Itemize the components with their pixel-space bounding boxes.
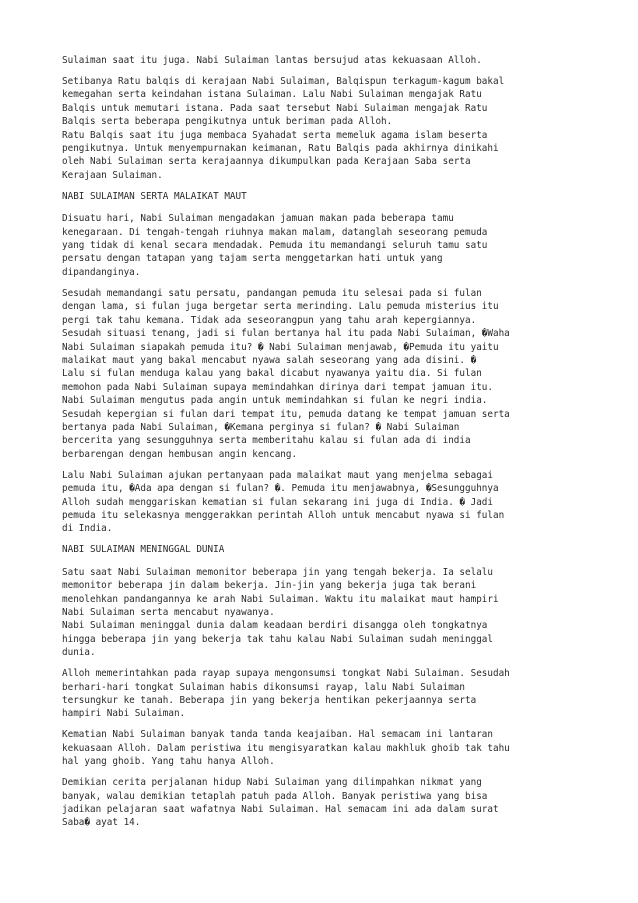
- text-line: Lalu Nabi Sulaiman ajukan pertanyaan pada malaikat maut yang menjelma sebagai: [62, 469, 493, 481]
- text-line: Saba� ayat 14.: [62, 817, 141, 829]
- text-line: dunia.: [62, 647, 96, 659]
- text-line: jadikan pelajaran saat wafatnya Nabi Sulaiman. Hal semacam ini ada dalam surat: [62, 804, 499, 816]
- text-line: Sesudah kepergian si fulan dari tempat itu, pemuda datang ke tempat jamuan serta: [62, 408, 510, 420]
- paragraph: [62, 469, 598, 536]
- text-line: dipandanginya.: [62, 266, 141, 278]
- text-line: hingga beberapa jin yang bekerja tak tahu kalau Nabi Sulaiman sudah meninggal: [62, 633, 493, 645]
- text-line: Satu saat Nabi Sulaiman memonitor beberapa jin yang tengah bekerja. Ia selalu: [62, 566, 493, 578]
- text-line: banyak, walau demikian tetaplah patuh pada Alloh. Banyak peristiwa yang bisa: [62, 790, 488, 802]
- text-line: Alloh memerintahkan pada rayap supaya mengonsumsi tongkat Nabi Sulaiman. Sesudah: [62, 668, 510, 680]
- text-line: pemuda itu, �Ada apa dengan si fulan? �. Pemuda itu menjawabnya, �Sesungguhnya: [62, 483, 499, 495]
- paragraph: [62, 54, 598, 67]
- text-line: Nabi Sulaiman serta mencabut nyawanya.: [62, 607, 275, 618]
- text-line: Kerajaan Sulaiman.: [62, 169, 163, 181]
- section-heading: [62, 190, 598, 203]
- text-line: Disuatu hari, Nabi Sulaiman mengadakan jamuan makan pada beberapa tamu: [62, 213, 454, 225]
- paragraph: [62, 212, 598, 279]
- text-line: tersungkur ke tanah. Beberapa jin yang bekerja hentikan pekerjaannya serta: [62, 695, 477, 707]
- text-line: Setibanya Ratu balqis di kerajaan Nabi Sulaiman, Balqispun terkagum-kagum bakal: [62, 76, 505, 87]
- text-line: Lalu si fulan menduga kalau yang bakal dicabut nyawanya yaitu dia. Si fulan: [62, 368, 482, 380]
- text-line: memonitor beberapa jin dalam bekerja. Jin-jin yang bekerja juga tak berani: [62, 580, 477, 592]
- text-line: Demikian cerita perjalanan hidup Nabi Sulaiman yang dilimpahkan nikmat yang: [62, 777, 482, 789]
- text-line: kekuasaan Alloh. Dalam peristiwa itu mengisyaratkan kalau makhluk ghoib tak tahu: [62, 742, 510, 754]
- text-line: Balqis serta beberapa pengikutnya untuk beriman pada Alloh.: [62, 116, 393, 128]
- paragraph: [62, 566, 598, 660]
- paragraph: [62, 728, 598, 768]
- text-line: pemuda itu selekasnya menggerakkan perintah Alloh untuk mencabut nyawa si fulan: [62, 509, 505, 521]
- text-line: Nabi Sulaiman siapakah pemuda itu? � Nabi Sulaiman menjawab, �Pemuda itu yaitu: [62, 341, 499, 353]
- text-line: NABI SULAIMAN MENINGGAL DUNIA: [62, 544, 225, 556]
- text-line: oleh Nabi Sulaiman serta kerajaannya dikumpulkan pada Kerajaan Saba serta: [62, 156, 471, 168]
- text-line: yang tidak di kenal secara mendadak. Pemuda itu memandangi seluruh tamu satu: [62, 240, 488, 252]
- text-line: NABI SULAIMAN SERTA MALAIKAT MAUT: [62, 190, 247, 202]
- text-line: bertanya pada Nabi Sulaiman, �Kemana perginya si fulan? � Nabi Sulaiman: [62, 421, 460, 433]
- text-line: kenegaraan. Di tengah-tengah riuhnya makan malam, datanglah seseorang pemuda: [62, 226, 488, 238]
- text-line: pengikutnya. Untuk menyempurnakan keimanan, Ratu Balqis pada akhirnya dinikahi: [62, 143, 499, 155]
- text-line: Balqis untuk memutari istana. Pada saat tersebut Nabi Sulaiman mengajak Ratu: [62, 102, 488, 114]
- paragraph: [62, 667, 598, 721]
- text-line: persatu dengan tatapan yang tajam serta menggetarkan hati untuk yang: [62, 253, 443, 265]
- text-line: hampiri Nabi Sulaiman.: [62, 708, 186, 720]
- text-line: menolehkan pandangannya ke arah Nabi Sulaiman. Waktu itu malaikat maut hampiri: [62, 593, 499, 605]
- text-line: Alloh sudah menggariskan kematian si fulan sekarang ini juga di India. � Jadi: [62, 496, 493, 508]
- text-line: Nabi Sulaiman meninggal dunia dalam keadaan berdiri disangga oleh tongkatnya: [62, 620, 488, 632]
- paragraph: [62, 75, 598, 182]
- text-line: bercerita yang sesungguhnya serta memberitahu kalau si fulan ada di india: [62, 435, 471, 447]
- text-line: Kematian Nabi Sulaiman banyak tanda tanda keajaiban. Hal semacam ini lantaran: [62, 729, 493, 741]
- text-line: Ratu Balqis saat itu juga membaca Syahadat serta memeluk agama islam beserta: [62, 129, 488, 141]
- section-heading: [62, 543, 598, 556]
- text-line: malaikat maut yang bakal mencabut nyawa salah seseorang yang ada disini. �: [62, 354, 477, 366]
- text-line: kemegahan serta keindahan istana Sulaiman. Lalu Nabi Sulaiman mengajak Ratu: [62, 89, 482, 101]
- text-line: Sulaiman saat itu juga. Nabi Sulaiman lantas bersujud atas kekuasaan Alloh.: [62, 55, 482, 66]
- document-body: [62, 54, 598, 830]
- text-line: memohon pada Nabi Sulaiman supaya memindahkan dirinya dari tempat jamuan itu.: [62, 381, 493, 393]
- text-line: Nabi Sulaiman mengutus pada angin untuk memindahkan si fulan ke negri india.: [62, 395, 488, 407]
- paragraph: [62, 287, 598, 461]
- text-line: hal yang ghoib. Yang tahu hanya Alloh.: [62, 756, 275, 768]
- text-line: pergi tak tahu kemana. Tidak ada seseorangpun yang tahu arah kepergiannya.: [62, 314, 477, 326]
- text-line: berhari-hari tongkat Sulaiman habis dikonsumsi rayap, lalu Nabi Sulaiman: [62, 681, 465, 693]
- paragraph: [62, 776, 598, 830]
- text-line: Sesudah memandangi satu persatu, pandangan pemuda itu selesai pada si fulan: [62, 287, 482, 299]
- text-line: Sesudah situasi tenang, jadi si fulan bertanya hal itu pada Nabi Sulaiman, �Waha: [62, 328, 510, 340]
- text-line: berbarengan dengan hembusan angin kencang.: [62, 448, 298, 460]
- text-line: di India.: [62, 523, 113, 535]
- text-line: dengan lama, si fulan juga bergetar serta merinding. Lalu pemuda misterius itu: [62, 301, 499, 313]
